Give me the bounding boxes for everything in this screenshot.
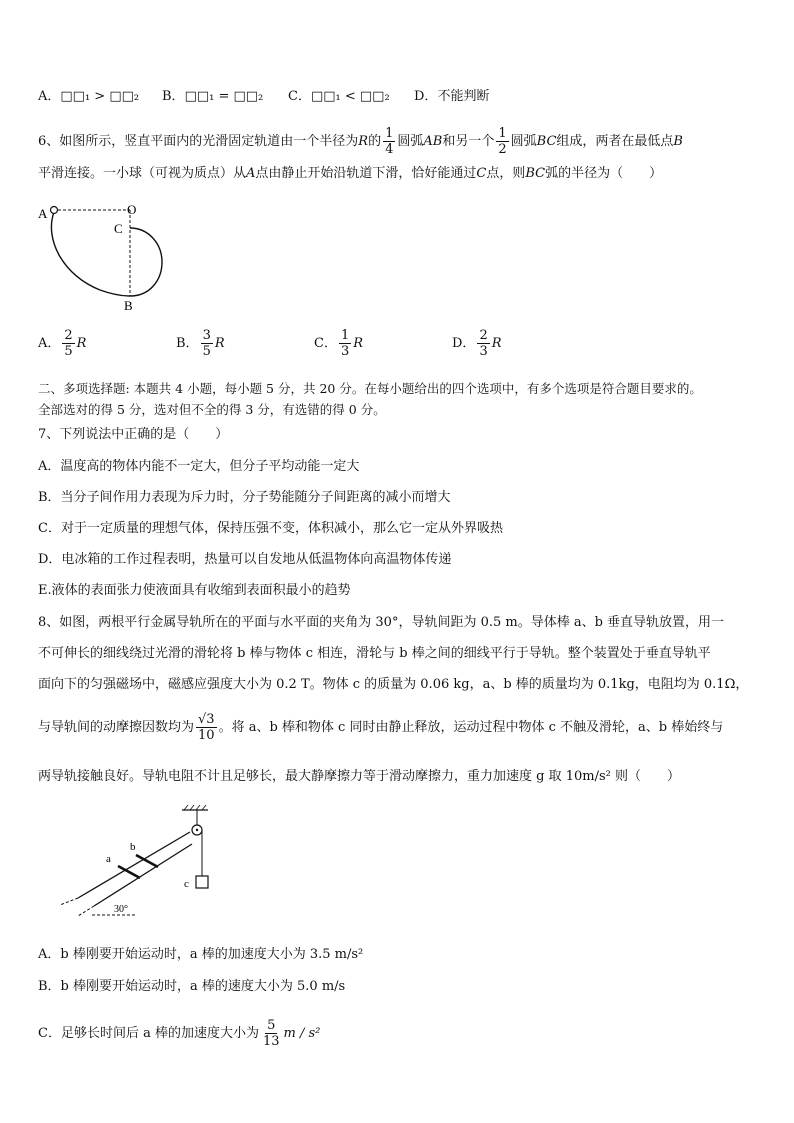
var-BC: BC — [525, 166, 546, 181]
numerator: 3 — [202, 328, 211, 343]
q5-option-c — [288, 88, 390, 106]
q6-option-b — [176, 328, 225, 359]
q6-text: 圆弧 — [397, 134, 424, 149]
q8-option-c — [38, 1018, 320, 1049]
pulley-axle — [196, 829, 198, 831]
q6-text: 点，则 — [486, 166, 526, 181]
q8-option-a: A．b 棒刚要开始运动时，a 棒的加速度大小为 3.5 m/s² — [38, 947, 364, 962]
numerator: √3 — [198, 712, 215, 727]
var-R: R — [76, 336, 87, 351]
ball-icon — [51, 207, 58, 214]
var-B: B — [673, 134, 683, 149]
label-C: C — [114, 221, 123, 236]
angle-label: 30° — [114, 904, 128, 915]
q6-track-figure — [30, 196, 190, 311]
q6-option-d — [452, 328, 502, 359]
q8-incline-rails-figure — [56, 804, 226, 920]
option-text: □□₁ > □□₂ — [60, 89, 140, 104]
semicircle-arc-bc — [130, 228, 162, 296]
option-fraction — [339, 328, 351, 359]
option-fraction — [201, 328, 213, 359]
q6-text: 圆弧 — [510, 134, 537, 149]
q6-text: 和另一个 — [442, 134, 495, 149]
option-text: 不能判断 — [437, 89, 490, 104]
option-letter: C． — [288, 89, 311, 104]
q7-stem: 7、下列说法中正确的是（ ） — [38, 427, 229, 442]
q6-text: 点由静止开始沿轨道下滑，恰好能通过 — [255, 166, 477, 181]
var-C: C — [476, 166, 487, 181]
var-R: R — [358, 134, 369, 149]
label-c: c — [184, 878, 189, 890]
numerator: 1 — [340, 328, 350, 343]
var-R: R — [491, 336, 502, 351]
ceiling-hatch — [184, 805, 206, 810]
q6-text: 的 — [368, 134, 382, 149]
friction-coefficient-fraction — [196, 712, 217, 743]
option-letter: B． — [162, 89, 185, 104]
var-BC: BC — [536, 134, 557, 149]
q6-text: 平滑连接。一小球（可视为质点）从 — [38, 166, 247, 181]
q8-text: 。将 a、b 棒和物体 c 同时由静止释放，运动过程中物体 c 不触及滑轮，a、b 棒始终与 — [218, 720, 724, 735]
q8-stem-line5: 两导轨接触良好。导轨电阻不计且足够长，最大静摩擦力等于滑动摩擦力，重力加速度 g 取 10m/s² 则（ ） — [38, 769, 680, 784]
denominator: 13 — [262, 1034, 280, 1049]
fraction-quarter — [383, 126, 395, 157]
var-R: R — [214, 336, 225, 351]
q5-option-b — [162, 88, 263, 106]
q7-option-d: D．电冰箱的工作过程表明，热量可以自发地从低温物体向高温物体传递 — [38, 552, 452, 567]
var-R: R — [353, 336, 364, 351]
q6-stem-line2 — [38, 165, 662, 183]
q6-text: 弧的半径为（ ） — [545, 166, 663, 181]
q7-option-a: A．温度高的物体内能不一定大，但分子平均动能一定大 — [38, 459, 360, 474]
option-text: □□₁ = □□₂ — [184, 89, 264, 104]
q7-option-c: C．对于一定质量的理想气体，保持压强不变，体积减小，那么它一定从外界吸热 — [38, 521, 503, 536]
denominator: 5 — [202, 344, 211, 359]
option-letter: B． — [176, 336, 199, 351]
var-AB: AB — [423, 134, 443, 149]
q8-stem-line3: 面向下的匀强磁场中，磁感应强度大小为 0.2 T。物体 c 的质量为 0.06 kg，a、b 棒的质量均为 0.1kg，电阻均为 0.1Ω， — [38, 677, 749, 692]
numerator: 1 — [385, 126, 394, 141]
rail-lower-dashed — [78, 906, 94, 916]
option-text: □□₁ < □□₂ — [310, 89, 390, 104]
q8-option-b: B．b 棒刚要开始运动时，a 棒的速度大小为 5.0 m/s — [38, 979, 346, 994]
fraction-half — [496, 126, 508, 157]
q6-stem-line1 — [38, 126, 683, 157]
q5-option-a — [38, 88, 139, 106]
numerator: 1 — [498, 126, 507, 141]
block-c — [196, 876, 208, 888]
option-letter: D． — [452, 336, 476, 351]
q6-text: 组成，两者在最低点 — [556, 134, 674, 149]
q6-option-c — [314, 328, 363, 359]
option-letter: A． — [38, 336, 61, 351]
denominator: 3 — [340, 344, 350, 359]
q8-stem-line4 — [38, 712, 723, 743]
denominator: 4 — [385, 142, 394, 157]
label-b: b — [130, 841, 136, 853]
section2-line2: 全部选对的得 5 分，选对但不全的得 3 分，有选错的得 0 分。 — [38, 402, 386, 417]
q5-option-d — [414, 88, 489, 106]
numerator: 2 — [64, 328, 73, 343]
var-A: A — [246, 166, 256, 181]
q8-stem-line2: 不可伸长的细线绕过光滑的滑轮将 b 棒与物体 c 相连，滑轮与 b 棒之间的细线平行于导轨。整个装置处于垂直导轨平 — [38, 646, 711, 661]
numerator: 2 — [479, 328, 488, 343]
acceleration-fraction — [261, 1018, 282, 1049]
numerator: 5 — [267, 1018, 276, 1033]
q8-text: 与导轨间的动摩擦因数均为 — [38, 720, 195, 735]
option-letter: D． — [414, 89, 438, 104]
q6-text: 6、如图所示，竖直平面内的光滑固定轨道由一个半径为 — [38, 134, 359, 149]
label-a: a — [106, 853, 111, 865]
denominator: 2 — [498, 142, 507, 157]
option-letter: A． — [38, 89, 61, 104]
q7-option-b: B．当分子间作用力表现为斥力时，分子势能随分子间距离的减小而增大 — [38, 490, 451, 505]
denominator: 5 — [64, 344, 73, 359]
unit: m / s² — [283, 1026, 321, 1041]
section2-line1: 二、多项选择题: 本题共 4 小题，每小题 5 分，共 20 分。在每小题给出的四个选项中，有多个选项是符合题目要求的。 — [38, 381, 702, 396]
option-fraction — [477, 328, 489, 359]
denominator: 10 — [198, 728, 215, 743]
q8-text: C．足够长时间后 a 棒的加速度大小为 — [38, 1026, 259, 1041]
rail-upper-dashed — [60, 898, 78, 905]
q8-stem-line1: 8、如图，两根平行金属导轨所在的平面与水平面的夹角为 30°，导轨间距为 0.5 m。导体棒 a、b 垂直导轨放置，用一 — [38, 615, 725, 630]
label-B: B — [124, 298, 133, 313]
q7-option-e: E.液体的表面张力使液面具有收缩到表面积最小的趋势 — [38, 583, 351, 598]
denominator: 3 — [479, 344, 488, 359]
label-A: A — [38, 206, 48, 221]
q6-option-a — [38, 328, 86, 359]
label-O: O — [127, 202, 137, 217]
option-letter: C． — [314, 336, 337, 351]
option-fraction — [62, 328, 74, 359]
